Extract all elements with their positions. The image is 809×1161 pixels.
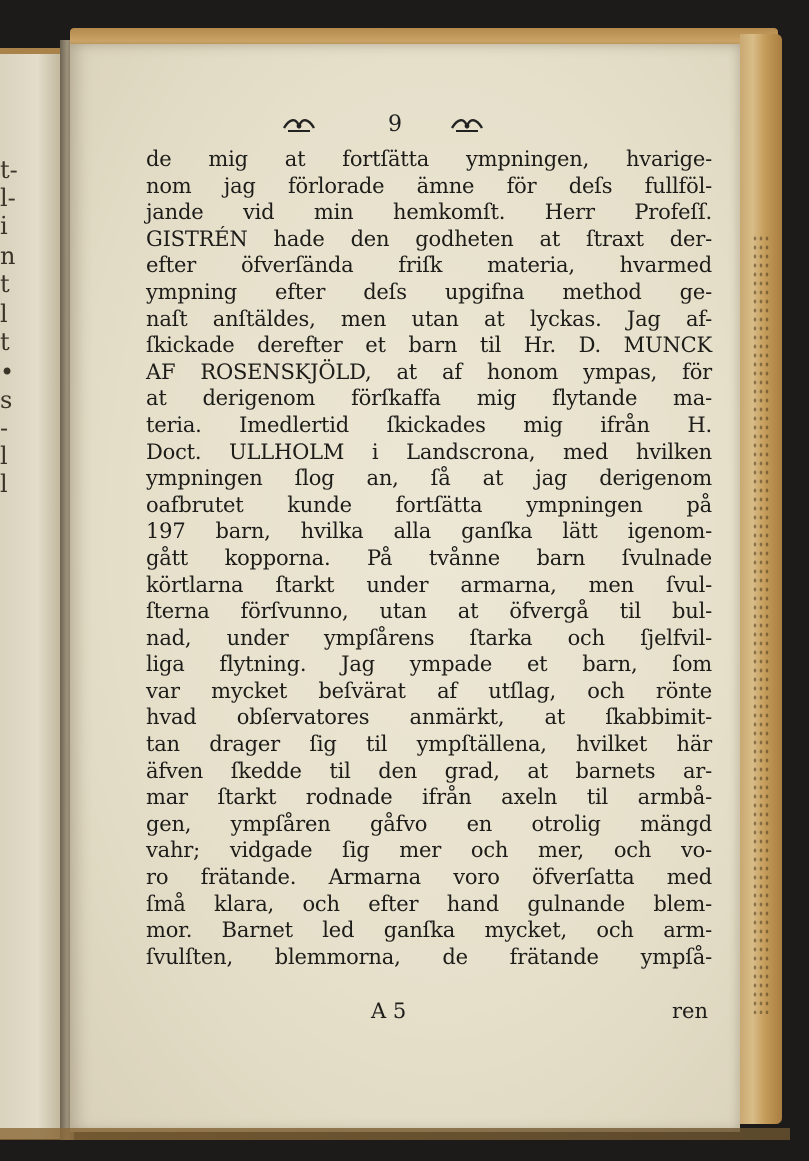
text-line: de mig at fortſätta ympningen, hvarige- <box>146 147 712 171</box>
text-line: var mycket beſvärat af utſlag, och rönte <box>146 678 712 703</box>
text-line: vahr; vidgade ſig mer och mer, och vo- <box>146 838 712 863</box>
previous-page-fragment: l <box>0 470 8 498</box>
previous-page-fragment: t <box>0 328 10 356</box>
text-line: nom jag förlorade ämne för deſs fullföl- <box>146 173 712 198</box>
text-line: nad, under ympſårens ſtarka och ſjelfvil- <box>146 625 712 650</box>
text-line: ympningen ſlog an, ſå at jag derigenom <box>146 466 712 491</box>
text-line: oafbrutet kunde fortſätta ympningen på <box>146 492 712 517</box>
previous-page-fragment: l <box>0 300 8 328</box>
text-line: 197 barn, hvilka alla ganſka lätt igenom- <box>146 519 712 544</box>
signature-mark: A 5 <box>371 999 407 1023</box>
text-line: Doct. ULLHOLM i Landscrona, med hvilken <box>146 439 712 464</box>
text-line: teria. Imedlertid ſkickades mig ifrån H. <box>146 412 712 437</box>
text-line: liga flytning. Jag ympade et barn, ſom <box>146 652 712 677</box>
previous-page-fragment: • <box>0 358 15 386</box>
text-line: GISTRÉN hade den godheten at ſtraxt der- <box>146 226 712 251</box>
book-page <box>70 44 740 1132</box>
body-text <box>146 146 712 970</box>
right-flourish-ornament-icon <box>450 116 484 136</box>
text-line: AF ROSENSKJÖLD, at af honom ympas, för <box>146 359 712 384</box>
text-line: mor. Barnet led ganſka mycket, och arm- <box>146 918 712 943</box>
catchword: ren <box>672 999 708 1023</box>
previous-page-fragment: t <box>0 270 10 298</box>
previous-page-fragment: n <box>0 242 16 270</box>
left-flourish-ornament-icon <box>282 116 316 136</box>
text-line: ſvulſten, blemmorna, de frätande ympſå- <box>146 944 712 969</box>
text-line: jande vid min hemkomſt. Herr Profeſſ. <box>146 200 712 225</box>
previous-page-fragment: l <box>0 442 8 470</box>
book-bottom-edge <box>0 1128 790 1140</box>
text-line: gen, ympſåren gåfvo en otrolig mängd <box>146 811 712 836</box>
text-line: körtlarna ſtarkt under armarna, men ſvul- <box>146 572 712 597</box>
text-line: äfven ſkedde til den grad, at barnets ar- <box>146 758 712 783</box>
text-line: ſkickade derefter et barn til Hr. D. MUNCK <box>146 333 712 358</box>
text-line: mar ſtarkt rodnade ifrån axeln til armbå- <box>146 785 712 810</box>
text-line: gått kopporna. På tvånne barn ſvulnade <box>146 545 712 570</box>
previous-page-fragment: - <box>0 414 9 442</box>
text-line: ſterna förſvunno, utan at öfvergå til bul- <box>146 599 712 624</box>
previous-page-edge <box>0 48 62 1139</box>
text-line: tan drager ſig til ympſtällena, hvilket här <box>146 732 712 757</box>
text-line: ro frätande. Armarna voro öfverſatta med <box>146 865 712 890</box>
previous-page-fragment: t- <box>0 156 18 184</box>
text-line: ſmå klara, och efter hand gulnande blem- <box>146 891 712 916</box>
previous-page-fragment: s <box>0 386 13 414</box>
book-fore-edge <box>740 34 782 1124</box>
page-number: 9 <box>388 112 402 137</box>
text-line: hvad obſervatores anmärkt, at ſkabbimit- <box>146 705 712 730</box>
text-line: efter öfverſända friſk materia, hvarmed <box>146 253 712 278</box>
text-line: at derigenom förſkaffa mig flytande ma- <box>146 386 712 411</box>
page-footer <box>146 999 712 1029</box>
text-line: ympning efter deſs upgifna method ge- <box>146 279 712 304</box>
previous-page-fragment: l- <box>0 184 16 212</box>
previous-page-fragment: i <box>0 212 8 240</box>
running-head <box>70 112 740 142</box>
text-line: naſt anſtäldes, men utan at lyckas. Jag af- <box>146 306 712 331</box>
fore-edge-speckles <box>752 234 770 1014</box>
